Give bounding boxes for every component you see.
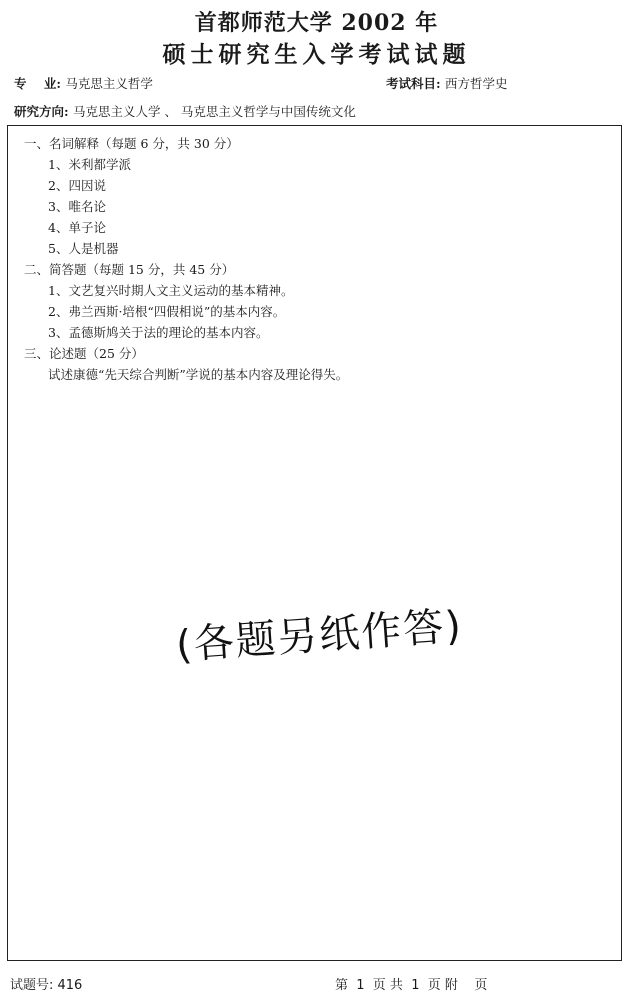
question-item: 2、四因说 xyxy=(48,178,106,193)
question-item: 1、米利都学派 xyxy=(48,157,131,172)
major-field xyxy=(14,74,153,92)
exam-title-line1: 首都师范大学 2002 年 xyxy=(194,10,439,36)
page-count: 第 1 页 共 1 页 附 页 xyxy=(335,978,488,993)
question-box xyxy=(7,125,622,961)
question-item: 3、孟德斯鸠关于法的理论的基本内容。 xyxy=(48,325,269,340)
major-value: 马克思主义哲学 xyxy=(65,76,153,91)
major-label: 专 业: xyxy=(14,76,62,91)
section-heading: 三、论述题（25 分） xyxy=(24,346,144,361)
subject-label: 考试科目: xyxy=(386,76,441,91)
handwritten-note: (各题另纸作答) xyxy=(174,603,465,669)
exam-code: 试题号: 416 xyxy=(10,978,83,993)
exam-title-line2: 硕士研究生入学考试试题 xyxy=(162,41,471,68)
question-item: 2、弗兰西斯·培根“四假相说”的基本内容。 xyxy=(48,304,286,319)
question-item: 5、人是机器 xyxy=(48,241,119,256)
question-list xyxy=(24,133,348,385)
question-item: 3、唯名论 xyxy=(48,199,106,214)
question-item: 试述康德“先天综合判断”学说的基本内容及理论得失。 xyxy=(48,367,349,382)
subject-field xyxy=(386,74,508,92)
direction-value: 马克思主义人学 、 马克思主义哲学与中国传统文化 xyxy=(72,104,356,119)
subject-value: 西方哲学史 xyxy=(444,76,508,91)
question-item: 4、单子论 xyxy=(48,220,106,235)
section-heading: 二、简答题（每题 15 分，共 45 分） xyxy=(24,262,235,277)
question-item: 1、文艺复兴时期人文主义运动的基本精神。 xyxy=(48,283,294,298)
direction-label: 研究方向: xyxy=(14,104,69,119)
research-direction-field xyxy=(14,102,356,120)
section-heading: 一、名词解释（每题 6 分，共 30 分） xyxy=(24,136,239,151)
